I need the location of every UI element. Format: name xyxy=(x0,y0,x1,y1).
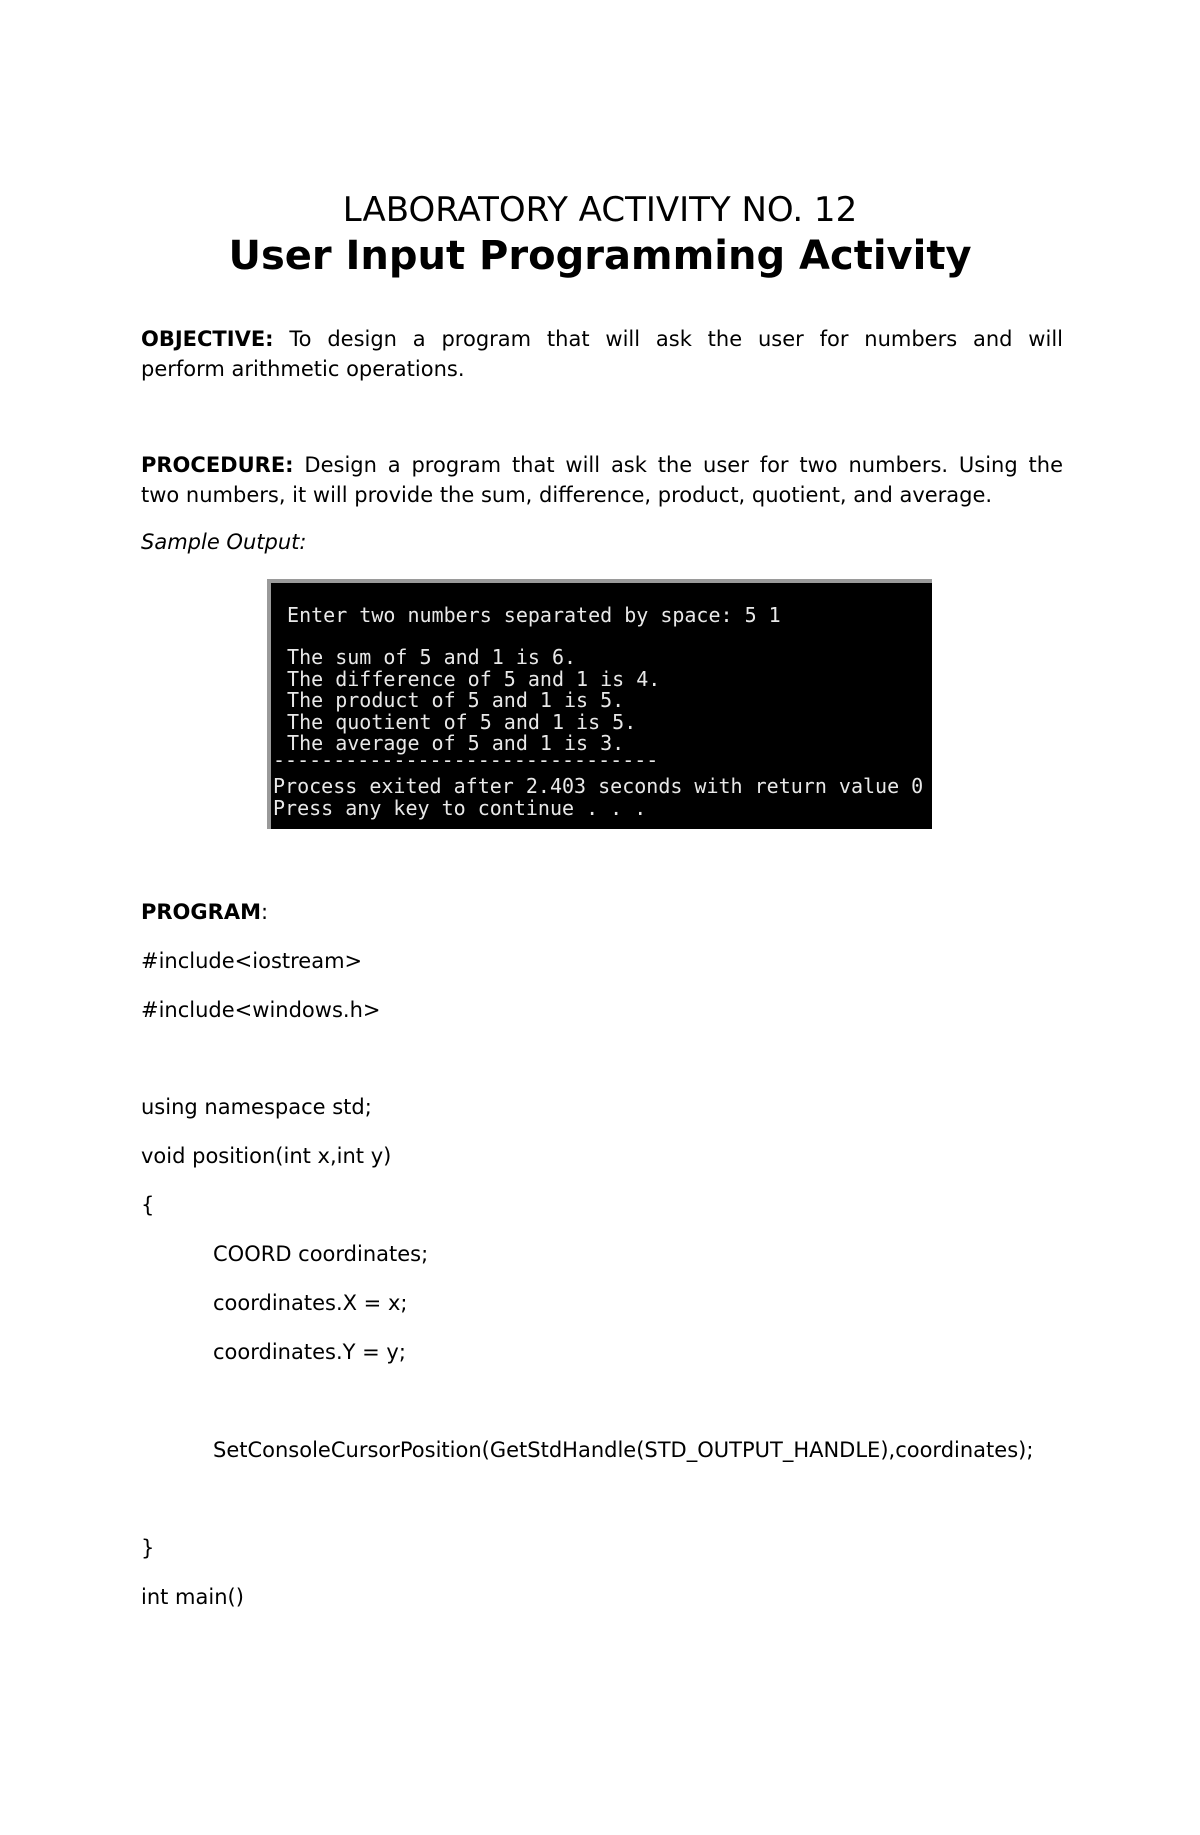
procedure-first-line xyxy=(141,450,1063,480)
console-line-difference: The difference of 5 and 1 is 4. xyxy=(275,666,661,691)
title-block xyxy=(0,188,1200,280)
console-line-press-key: Press any key to continue . . . xyxy=(273,795,647,820)
console-line-average: The average of 5 and 1 is 3. xyxy=(275,731,625,755)
code-line: void position(int x,int y) xyxy=(141,1144,392,1168)
console-line-product: The product of 5 and 1 is 5. xyxy=(275,688,625,712)
code-line: coordinates.X = x; xyxy=(213,1291,408,1315)
code-line: #include<windows.h> xyxy=(141,998,381,1022)
code-line: int main() xyxy=(141,1585,244,1609)
procedure-paragraph xyxy=(141,450,1063,510)
code-line: SetConsoleCursorPosition(GetStdHandle(STD_OUTPUT_HANDLE),coordinates); xyxy=(213,1438,1034,1462)
code-line: { xyxy=(141,1193,155,1217)
code-line: } xyxy=(141,1536,155,1560)
code-line: #include<iostream> xyxy=(141,949,363,973)
program-heading xyxy=(141,897,268,927)
procedure-text-line1: Design a program that will ask the user for two numbers. Using the xyxy=(304,453,1063,477)
program-label: PROGRAM xyxy=(141,900,261,924)
procedure-text-line2: two numbers, it will provide the sum, difference, product, quotient, and average. xyxy=(141,483,993,507)
procedure-label: PROCEDURE: xyxy=(141,453,294,477)
console-line-separator: -------------------------------- xyxy=(273,748,659,772)
code-line: COORD coordinates; xyxy=(213,1242,429,1266)
objective-text-line2: perform arithmetic operations. xyxy=(141,357,465,381)
sample-output-label: Sample Output: xyxy=(141,530,307,554)
objective-text-line1: To design a program that will ask the user for numbers and will xyxy=(289,327,1063,351)
console-screenshot xyxy=(267,579,932,829)
code-line: coordinates.Y = y; xyxy=(213,1340,406,1364)
activity-number-heading: LABORATORY ACTIVITY NO. 12 xyxy=(342,190,858,230)
objective-paragraph xyxy=(141,324,1063,384)
console-line-prompt: Enter two numbers separated by space: 5 1 xyxy=(275,603,781,627)
console-line-quotient: The quotient of 5 and 1 is 5. xyxy=(275,709,637,734)
activity-title: User Input Programming Activity xyxy=(228,233,972,279)
console-line-sum: The sum of 5 and 1 is 6. xyxy=(275,645,577,669)
objective-label: OBJECTIVE: xyxy=(141,327,274,351)
code-line: using namespace std; xyxy=(141,1095,372,1119)
program-colon: : xyxy=(260,900,269,924)
console-line-process-exited: Process exited after 2.403 seconds with return value 0 xyxy=(273,774,924,798)
objective-first-line xyxy=(141,324,1063,354)
